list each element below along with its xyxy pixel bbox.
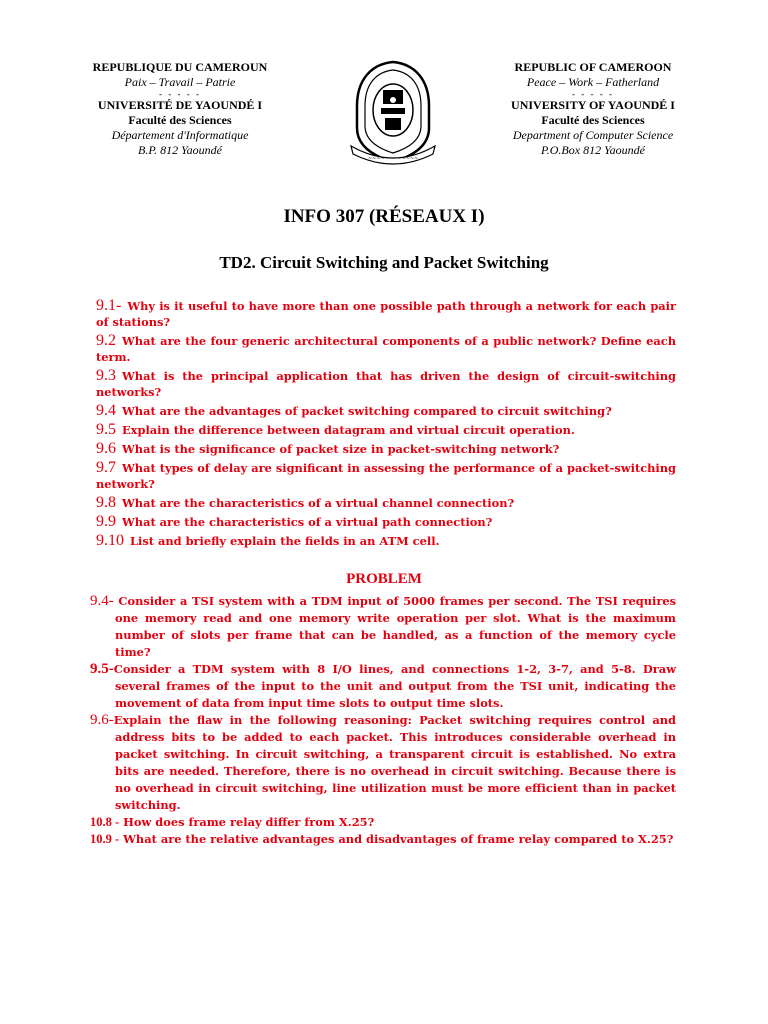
question-number: 9.9 [96,513,116,530]
course-title: INFO 307 (RÉSEAUX I) [283,206,485,227]
svg-text:~~~~~~~~~~~~: ~~~~~~~~~~~~ [367,156,419,162]
problem-item [90,593,676,661]
question-item [96,441,676,457]
question-text: Why is it useful to have more than one possible path through a network for each pair of stations? [96,299,676,329]
problem-text: What are the relative advantages and disadvantages of frame relay compared to X.25? [119,832,674,846]
problem-text: Consider a TDM system with 8 I/O lines, and connections 1-2, 3-7, and 5-8. Draw several frames of the input to the unit and output from the TSI unit, indicating the movement of data from input time slots to output time slots. [113,662,676,710]
question-number: 9.3 [96,367,116,384]
header-left-block [60,60,300,158]
department-en: Department of Computer Science [512,128,674,142]
problem-item [90,661,676,712]
question-item [96,422,676,438]
department-fr: Département d'Informatique [111,128,249,142]
problem-item [90,712,676,814]
university-en: UNIVERSITY OF YAOUNDÉ I [511,98,675,112]
address-en: P.O.Box 812 Yaoundé [540,143,645,157]
question-number: 9.6 [96,440,116,457]
faculty-fr: Faculté des Sciences [128,113,232,127]
worksheet-subtitle: TD2. Circuit Switching and Packet Switching [219,253,549,272]
motto-fr: Paix – Travail – Patrie [124,75,236,89]
problem-item [90,814,676,831]
question-number: 9.7 [96,459,116,476]
question-number: 9.2 [96,332,116,349]
question-text: What is the significance of packet size in packet-switching network? [122,442,560,456]
problem-number: 10.9 - [90,832,120,846]
problem-item [90,831,676,848]
question-item [96,368,676,400]
question-item [96,495,676,511]
question-number: 9.8 [96,494,116,511]
faculty-en: Faculté des Sciences [541,113,645,127]
question-number: 9.10 [96,532,124,549]
question-item [96,460,676,492]
address-fr: B.P. 812 Yaoundé [137,143,222,157]
question-text: What is the principal application that has driven the design of circuit-switching networks? [96,369,676,399]
problem-number: 10.8 - [90,815,120,829]
problem-number: 9.5- [90,661,114,677]
separator-dots-left: - - - - - [159,89,201,99]
question-text: What are the characteristics of a virtual channel connection? [122,496,515,510]
question-item [96,298,676,330]
question-item [96,333,676,365]
motto-en: Peace – Work – Fatherland [526,75,660,89]
question-number: 9.1- [96,297,122,314]
problem-text: How does frame relay differ from X.25? [119,815,375,829]
separator-dots-right: - - - - - [572,89,614,99]
question-text: Explain the difference between datagram and virtual circuit operation. [122,423,575,437]
question-item [96,514,676,530]
problem-number: 9.6- [90,712,114,728]
country-en: REPUBLIC OF CAMEROON [514,60,672,74]
problem-heading: PROBLEM [346,571,422,587]
problem-list [90,593,676,848]
problem-text: Consider a TSI system with a TDM input of 5000 frames per second. The TSI requires one memory read and one memory write operation per slot. What is the maximum number of slots per frame that can be handled, as a function of the memory cycle time? [113,594,676,659]
question-item [96,533,676,549]
university-seal-icon [345,58,441,168]
question-number: 9.4 [96,402,116,419]
header-right-block [473,60,713,158]
country-fr: REPUBLIQUE DU CAMEROUN [92,60,268,74]
problem-number: 9.4- [90,593,114,609]
question-text: What are the characteristics of a virtual path connection? [122,515,493,529]
question-text: What types of delay are significant in assessing the performance of a packet-switching network? [96,461,676,491]
question-item [96,403,676,419]
question-text: What are the four generic architectural components of a public network? Define each term. [96,334,676,364]
question-text: What are the advantages of packet switching compared to circuit switching? [122,404,612,418]
university-fr: UNIVERSITÉ DE YAOUNDÉ I [97,98,263,112]
question-list [96,298,676,552]
question-text: List and briefly explain the fields in an ATM cell. [130,534,440,548]
question-number: 9.5 [96,421,116,438]
problem-text: Explain the flaw in the following reasoning: Packet switching requires control and address bits to be added to each packet. This introduces considerable overhead in packet switching. In circuit switching, a transparent circuit is established. No extra bits are needed. Therefore, there is no overhead in circuit switching. Because there is no overhead in circuit switching, line utilization must be more efficient than in packet switching. [113,713,676,812]
